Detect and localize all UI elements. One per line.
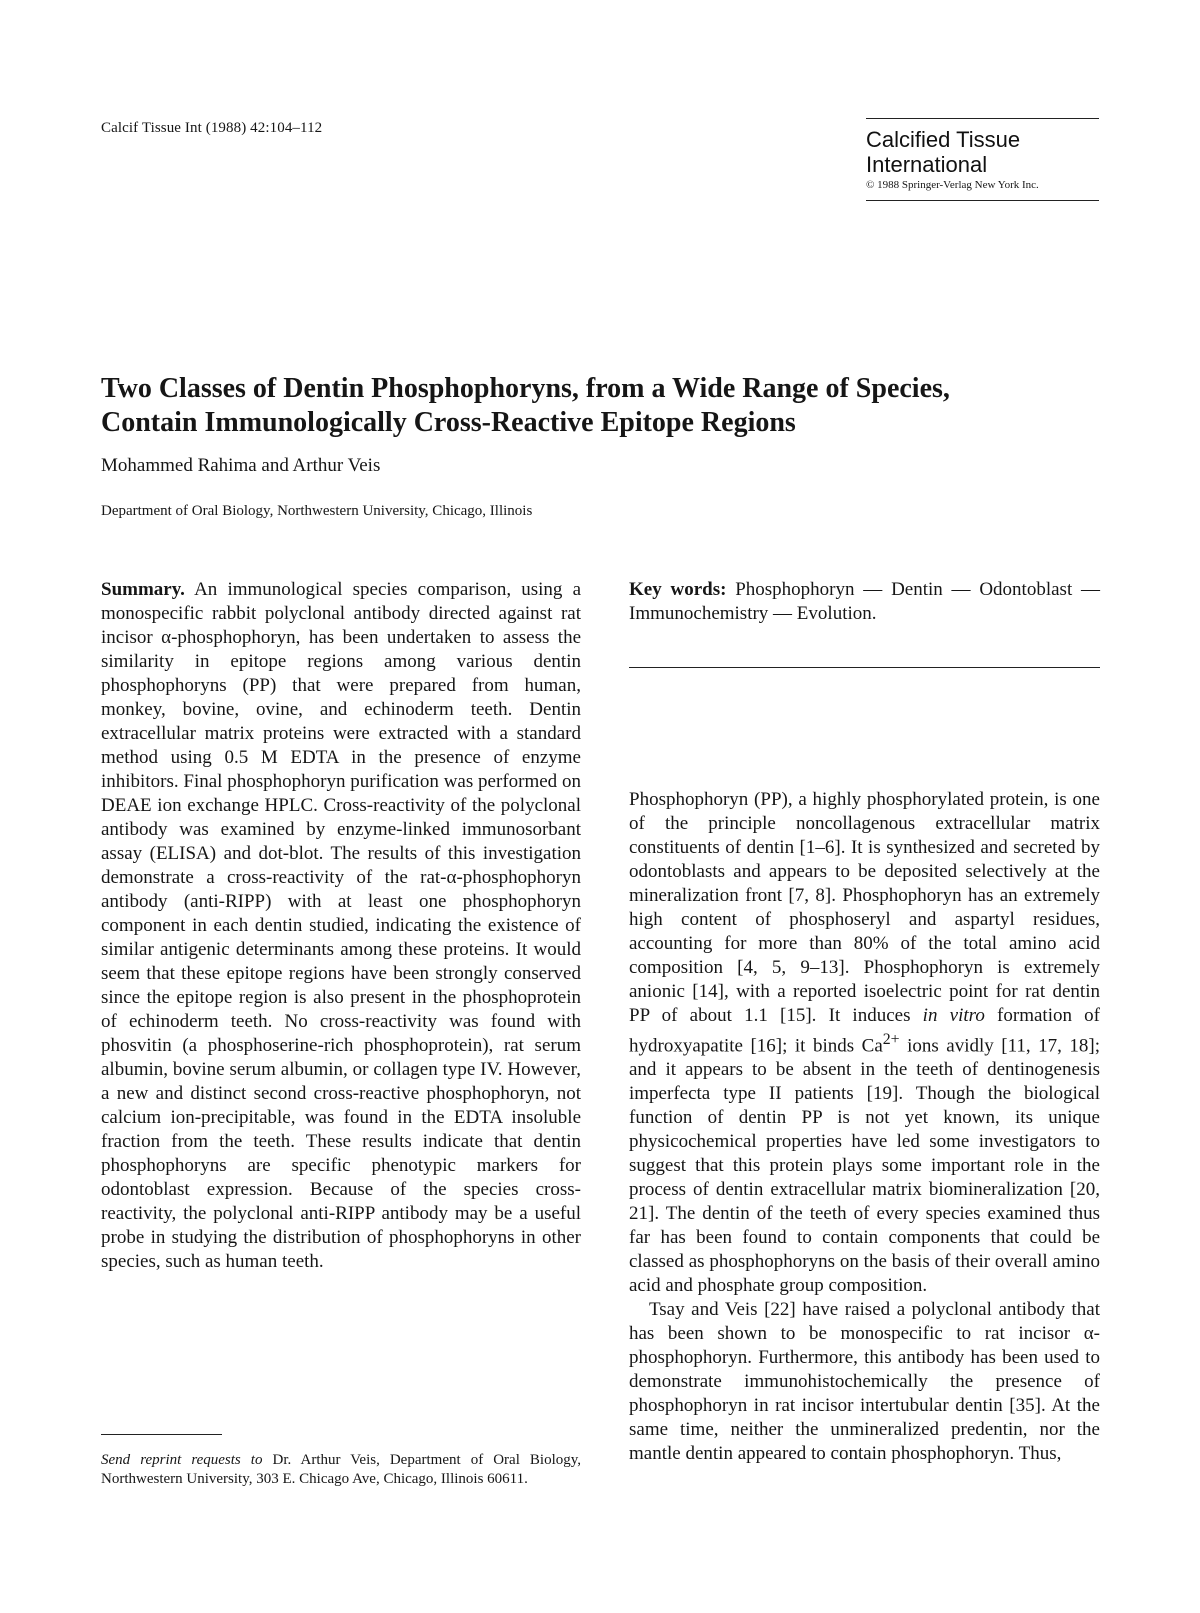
reprint-footnote (101, 1451, 581, 1489)
intro-p1-part-c: ions avidly [11, 17, 18]; and it appears to be absent in the teeth of dentinogenesis imperfecta type II patients [19]. Though the biological function of dentin PP is not yet known, its unique physicochemical properties have led some investigators to suggest that this protein plays some important role in the process of dentin extracellular matrix biomineralization [20, 21]. The dentin of the teeth of every species examined thus far has been found to contain components that could be classed as phosphophoryns on the basis of their overall amino acid and phosphate group composition. (629, 1035, 1100, 1297)
footnote-label: Send reprint requests to (101, 1452, 263, 1468)
in-vitro-italic: in vitro (922, 1005, 985, 1026)
title-line-1: Two Classes of Dentin Phosphophoryns, from a Wide Range of Species, (101, 373, 950, 404)
copyright-notice: © 1988 Springer-Verlag New York Inc. (866, 179, 1039, 191)
intro-paragraph-1 (629, 788, 1100, 1298)
journal-name-line2: International (866, 152, 988, 177)
introduction-column (629, 788, 1100, 1466)
calcium-charge: 2+ (882, 1031, 900, 1048)
keywords-divider (629, 667, 1100, 668)
footnote-text: Dr. Arthur Veis, Department of Oral Biology, Northwestern University, 303 E. Chicago Ave, Chicago, Illinois 60611. (101, 1452, 582, 1487)
title-line-2: Contain Immunologically Cross-Reactive Epitope Regions (101, 407, 796, 438)
authors: Mohammed Rahima and Arthur Veis (101, 455, 381, 476)
keywords-label: Key words: (629, 579, 727, 600)
intro-paragraph-2: Tsay and Veis [22] have raised a polyclonal antibody that has been shown to be monospecific to rat incisor α-phosphophoryn. Furthermore, this antibody has been used to demonstrate immunohistochemically the presence of phosphophoryn in rat incisor intertubular dentin [35]. At the same time, neither the unmineralized predentin, nor the mantle dentin appeared to contain phosphophoryn. Thus, (629, 1299, 1100, 1465)
affiliation: Department of Oral Biology, Northwestern University, Chicago, Illinois (101, 503, 533, 519)
keywords-text: Phosphophoryn — Dentin — Odontoblast — Immunochemistry — Evolution. (629, 579, 1100, 624)
summary-text: An immunological species comparison, using a monospecific rabbit polyclonal antibody directed against rat incisor α-phosphophoryn, has been undertaken to assess the similarity in epitope regions among various dentin phosphophoryns (PP) that were prepared from human, monkey, bovine, ovine, and echinoderm teeth. Dentin extracellular matrix proteins were extracted with a standard method using 0.5 M EDTA in the presence of enzyme inhibitors. Final phosphophoryn purification was performed on DEAE ion exchange HPLC. Cross-reactivity of the polyclonal antibody was examined by enzyme-linked immunosorbant assay (ELISA) and dot-blot. The results of this investigation demonstrate a cross-reactivity of the rat-α-phosphophoryn antibody (anti-RIPP) with at least one phosphophoryn component in each dentin studied, indicating the existence of similar antigenic determinants among these proteins. It would seem that these epitope regions have been strongly conserved since the epitope region is also present in the phosphoprotein of echinoderm teeth. No cross-reactivity was found with phosvitin (a phosphoserine-rich phosphoprotein), rat serum albumin, bovine serum albumin, or collagen type IV. However, a new and distinct second cross-reactive phosphophoryn, not calcium ion-precipitable, was found in the EDTA insoluble fraction from the teeth. These results indicate that dentin phosphophoryns are specific phenotypic markers for odontoblast expression. Because of the species cross-reactivity, the polyclonal anti-RIPP antibody may be a useful probe in studying the distribution of phosphophoryns in other species, such as human teeth. (101, 579, 581, 1272)
journal-citation: Calcif Tissue Int (1988) 42:104–112 (101, 120, 323, 136)
summary-column (101, 578, 581, 1274)
summary-paragraph (101, 578, 581, 1274)
calcium-symbol: Ca (861, 1035, 883, 1057)
journal-masthead (866, 118, 1099, 201)
keywords-block (629, 578, 1100, 626)
intro-p1-part-a: Phosphophoryn (PP), a highly phosphorylated protein, is one of the principle noncollagenous extracellular matrix constituents of dentin [1–6]. It is synthesized and secreted by odontoblasts and appears to be deposited selectively at the mineralization front [7, 8]. Phosphophoryn has an extremely high content of phosphoseryl and aspartyl residues, accounting for more than 80% of the total amino acid composition [4, 5, 9–13]. Phosphophoryn is extremely anionic [14], with a reported isoelectric point for rat dentin PP of about 1.1 [15]. It induces (629, 789, 1100, 1026)
footnote-divider (101, 1434, 222, 1435)
journal-name-line1: Calcified Tissue (866, 127, 1021, 152)
article-title (101, 372, 1101, 440)
intro-p1-part-b: formation of hydroxyapatite [16]; it binds (629, 1005, 1100, 1057)
keywords-paragraph (629, 578, 1100, 626)
summary-label: Summary. (101, 579, 185, 600)
